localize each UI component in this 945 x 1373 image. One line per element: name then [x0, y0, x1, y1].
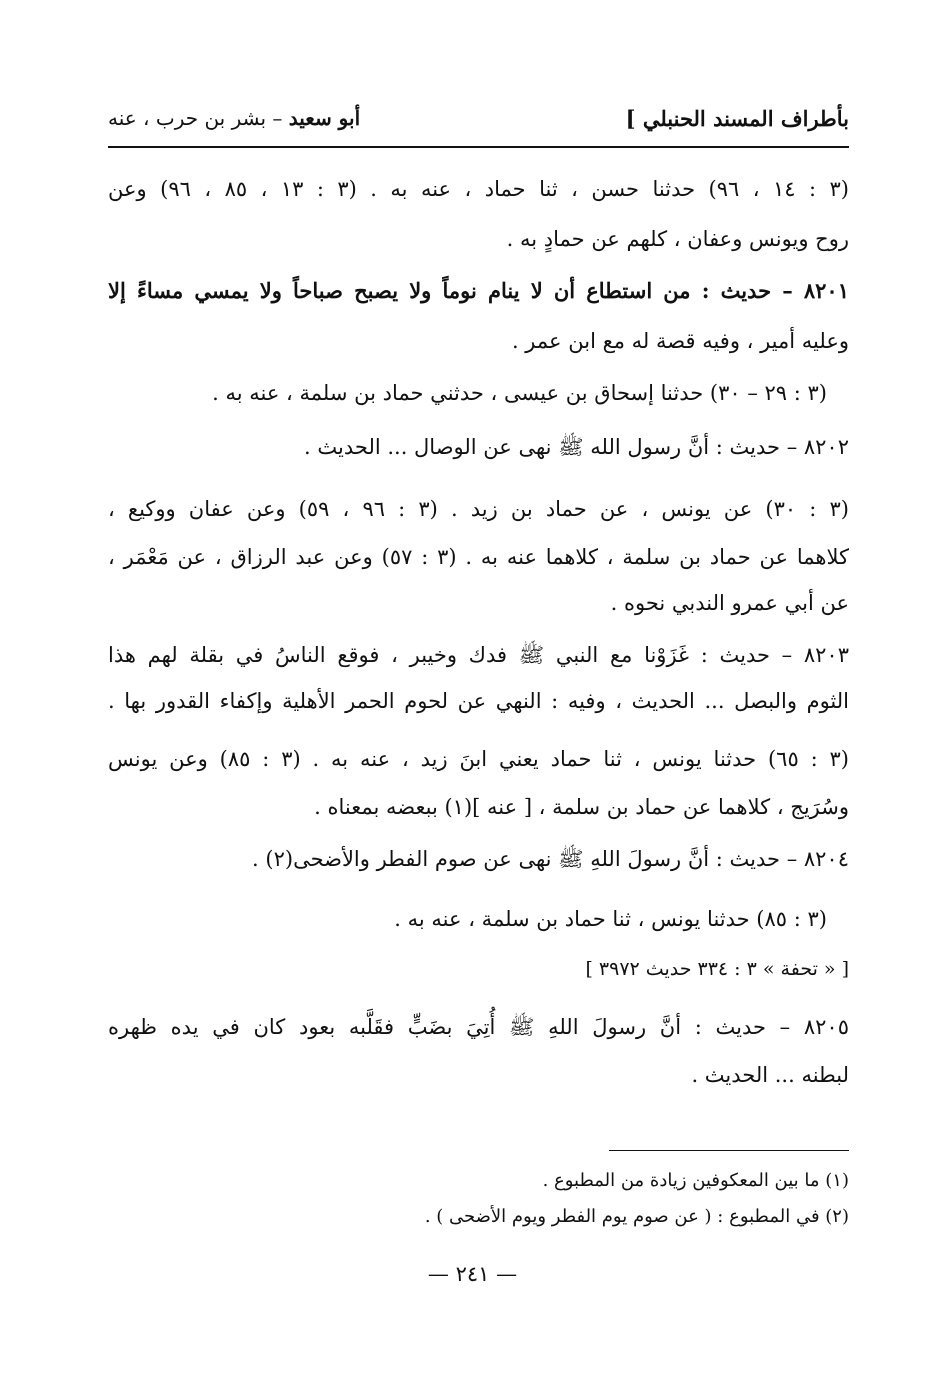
hadith-8202-line: ٨٢٠٢ – حديث : أنَّ رسول الله ﷺ نهى عن الوصال ... الحديث .: [304, 435, 849, 459]
text-line: (٣ : ١٤ ، ٩٦) حدثنا حسن ، ثنا حماد ، عنه به . (٣ : ١٣ ، ٨٥ ، ٩٦) وعن: [108, 177, 849, 201]
text-line: لبطنه ... الحديث .: [691, 1063, 849, 1087]
header-narrator-rest: – بشر بن حرب ، عنه: [108, 106, 289, 130]
text-line: (٣ : ٣٠) عن يونس ، عن حماد بن زيد . (٣ : ٩٦ ، ٥٩) وعن عفان ووكيع ،: [108, 497, 849, 521]
header-rule: [108, 146, 849, 148]
text-line: وسُرَيج ، كلاهما عن حماد بن سلمة ، [ عنه ](١) ببعضه بمعناه .: [314, 795, 849, 819]
header-narrator: أبو سعيد: [288, 106, 361, 130]
text-line: الثوم والبصل ... الحديث ، وفيه : النهي عن لحوم الحمر الأهلية وإكفاء القدور بها .: [108, 689, 849, 713]
hadith-8203-line: ٨٢٠٣ – حديث : غَزَوْنا مع النبي ﷺ فدك وخيبر ، فوقع الناسُ في بقلة لهم هذا: [108, 643, 849, 667]
text-line: عن أبي عمرو الندبي نحوه .: [610, 591, 849, 615]
footnote-2: (٢) في المطبوع : ( عن صوم يوم الفطر ويوم الأضحى ) .: [424, 1206, 849, 1227]
hadith-8205-line: ٨٢٠٥ – حديث : أنَّ رسولَ اللهِ ﷺ أُتِيَ بضَبٍّ فقَلَّبه بعود كان في يده ظهره: [108, 1015, 849, 1039]
hadith-8204-line: ٨٢٠٤ – حديث : أنَّ رسولَ اللهِ ﷺ نهى عن صوم الفطر والأضحى(٢) .: [252, 847, 849, 871]
header-section-title: [108, 106, 360, 130]
footnote-rule: [609, 1150, 849, 1151]
hadith-8201-line: ٨٢٠١ – حديث : من استطاع أن لا ينام نوماً ولا يصبح صباحاً ولا يمسي مساءً إلا: [108, 278, 849, 303]
text-line: (٣ : ٢٩ – ٣٠) حدثنا إسحاق بن عيسى ، حدثني حماد بن سلمة ، عنه به .: [212, 381, 827, 405]
footnote-1: (١) ما بين المعكوفين زيادة من المطبوع .: [542, 1170, 849, 1191]
running-header: [108, 102, 849, 142]
text-line: وعليه أمير ، وفيه قصة له مع ابن عمر .: [511, 329, 849, 353]
text-line: كلاهما عن حماد بن سلمة ، كلاهما عنه به . (٣ : ٥٧) وعن عبد الرزاق ، عن مَعْمَر ،: [108, 545, 849, 569]
tuhfa-reference: [ « تحفة » ٣ : ٣٣٤ حديث ٣٩٧٢ ]: [585, 958, 849, 980]
text-line: (٣ : ٦٥) حدثنا يونس ، ثنا حماد يعني ابنَ زيد ، عنه به . (٣ : ٨٥) وعن يونس: [108, 747, 849, 771]
text-line: روح ويونس وعفان ، كلهم عن حمادٍ به .: [506, 227, 849, 251]
header-book-title: بأطراف المسند الحنبلي ]: [625, 106, 849, 131]
text-line: (٣ : ٨٥) حدثنا يونس ، ثنا حماد بن سلمة ، عنه به .: [394, 907, 827, 931]
page-number: — ٢٤١ —: [427, 1262, 518, 1286]
